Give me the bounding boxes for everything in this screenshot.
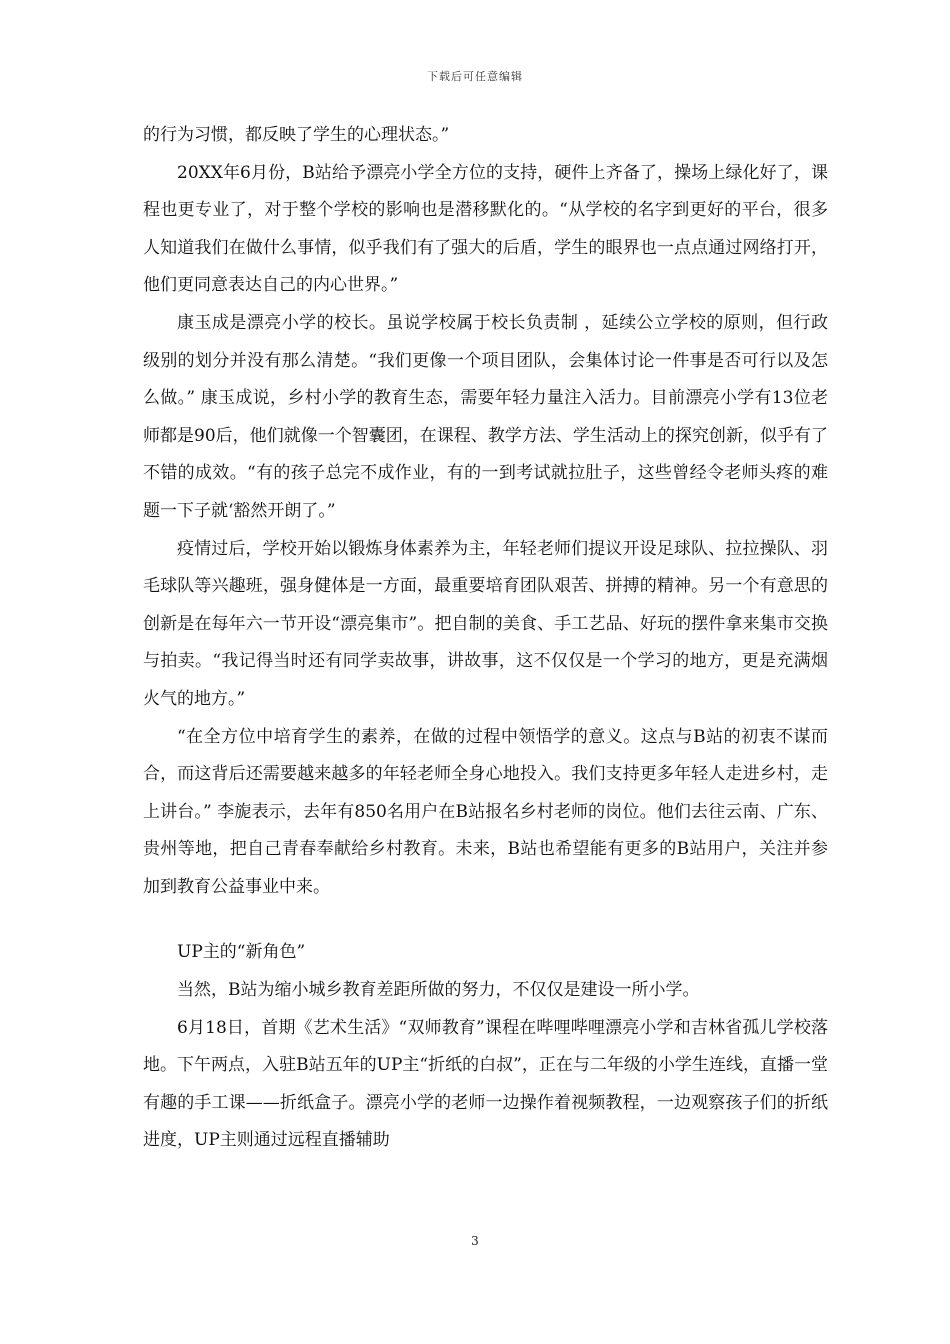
page-header: 下载后可任意编辑 (427, 70, 523, 83)
paragraph: 康玉成是漂亮小学的校长。虽说学校属于校长负责制 ，延续公立学校的原则，但行政级别的划分并没有那么清楚。“我们更像一个项目团队，会集体讨论一件事是否可行以及怎么做。” 康玉成说，乡村小学的教育生态，需要年轻力量注入活力。目前漂亮小学有13位老师都是90后，他们就像一个智囊团，在课程、教学方法、学生活动上的探究创新，似乎有了不错的成效。“有的孩子总完不成作业，有的一到考试就拉肚子，这些曾经令老师头疼的难题一下子就‘豁然开朗了。” (143, 312, 828, 521)
document-body (143, 117, 828, 1160)
page-number: 3 (471, 1234, 479, 1248)
section-heading: UP主的“新角色” (177, 942, 306, 963)
paragraph: 20XX年6月份，B站给予漂亮小学全方位的支持，硬件上齐备了，操场上绿化好了，课程也更专业了，对于整个学校的影响也是潜移默化的。“从学校的名字到更好的平台，很多人知道我们在做什么事情，似乎我们有了强大的后盾，学生的眼界也一点点通过网络打开，他们更同意表达自己的内心世界。” (143, 162, 828, 296)
paragraph: “在全方位中培育学生的素养，在做的过程中领悟学的意义。这点与B站的初衷不谋而合，而这背后还需要越来越多的年轻老师全身心地投入。我们支持更多年轻人走进乡村，走上讲台。” 李旎表示，去年有850名用户在B站报名乡村老师的岗位。他们去往云南、广东、贵州等地，把自己青春奉献给乡村教育。未来，B站也希望能有更多的B站用户，关注并参加到教育公益事业中来。 (143, 726, 828, 897)
paragraph-continuation: 的行为习惯，都反映了学生的心理状态。” (143, 125, 450, 145)
paragraph-spacer (143, 906, 828, 934)
paragraph: 疫情过后，学校开始以锻炼身体素养为主，年轻老师们提议开设足球队、拉拉操队、羽毛球队等兴趣班，强身健体是一方面，最重要培育团队艰苦、拼搏的精神。另一个有意思的创新是在每年六一节开设“漂亮集市”。把自制的美食、手工艺品、好玩的摆件拿来集市交换与拍卖。“我记得当时还有同学卖故事，讲故事，这不仅仅是一个学习的地方，更是充满烟火气的地方。” (143, 538, 828, 709)
paragraph: 当然，B站为缩小城乡教育差距所做的努力，不仅仅是建设一所小学。 (177, 980, 700, 1001)
paragraph: 6月18日，首期《艺术生活》“双师教育”课程在哔哩哔哩漂亮小学和吉林省孤儿学校落地。下午两点，入驻B站五年的UP主“折纸的白叔”，正在与二年级的小学生连线，直播一堂有趣的手工课——折纸盒子。漂亮小学的老师一边操作着视频教程，一边观察孩子们的折纸进度，UP主则通过远程直播辅助 (143, 1017, 828, 1151)
